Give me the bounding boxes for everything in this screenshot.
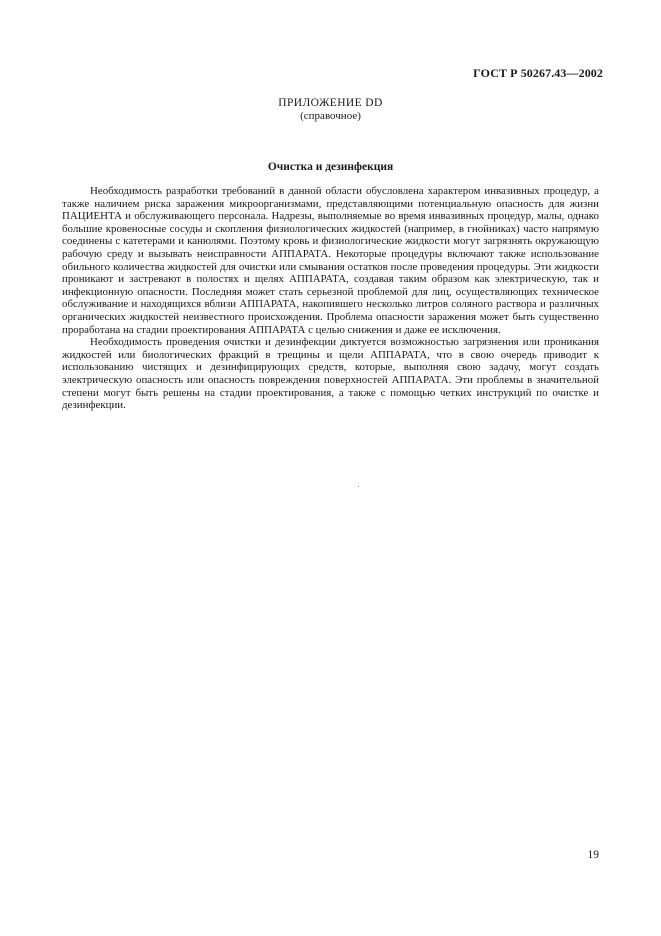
section-title: Очистка и дезинфекция xyxy=(267,161,394,173)
standard-code: ГОСТ Р 50267.43—2002 xyxy=(473,66,603,80)
appendix-title: ПРИЛОЖЕНИЕ DD xyxy=(278,97,383,109)
body-text xyxy=(62,185,599,412)
paragraph-1: Необходимость разработки требований в данной области обусловлена характером инвазивных процедур, а также наличием риска заражения микроорганизмами, представляющими потенциальную опасность для жизни ПАЦИЕНТА и обслуживающего персонала. Надрезы, выполняемые во время инвазивных процедур, малы, однако большие кровеносные сосуды и скопления физиологических жидкостей (например, в гнойниках) часто напрямую соединены с катетерами и канюлями. Поэтому кровь и физиологические жидкости могут загрязнять окружающую рабочую среду и вызывать неисправности АППАРАТА. Некоторые процедуры включают также использование обильного количества жидкостей для очистки или смывания остатков после проведения процедуры. Эти жидкости проникают и застревают в полостях и щелях АППАРАТА, создавая таким образом как электрическую, так и инфекционную опасности. Последняя может стать серьезной проблемой для лиц, осуществляющих техническое обслуживание и находящихся вблизи АППАРАТА, накопившего несколько литров соляного раствора и различных органических жидкостей неизвестного происхождения. Проблема опасности заражения может быть существенно проработана на стадии проектирования АППАРАТА с целью снижения и даже ее исключения. xyxy=(62,185,599,336)
scan-speck xyxy=(358,486,359,487)
page-number: 19 xyxy=(587,849,599,861)
appendix-type: (справочное) xyxy=(300,110,361,122)
paragraph-2: Необходимость проведения очистки и дезинфекции диктуется возможностью загрязнения или проникания жидкостей или биологических фракций в трещины и щели АППАРАТА, что в свою очередь приводит к использованию чистящих и дезинфицирующих средств, которые, выполняя свою задачу, могут создать электрическую опасность или опасность повреждения поверхностей АППАРАТА. Эти проблемы в значительной степени могут быть решены на стадии проектирования, а также с помощью четких инструкций по очистке и дезинфекции. xyxy=(62,336,599,412)
appendix-heading xyxy=(0,96,661,123)
